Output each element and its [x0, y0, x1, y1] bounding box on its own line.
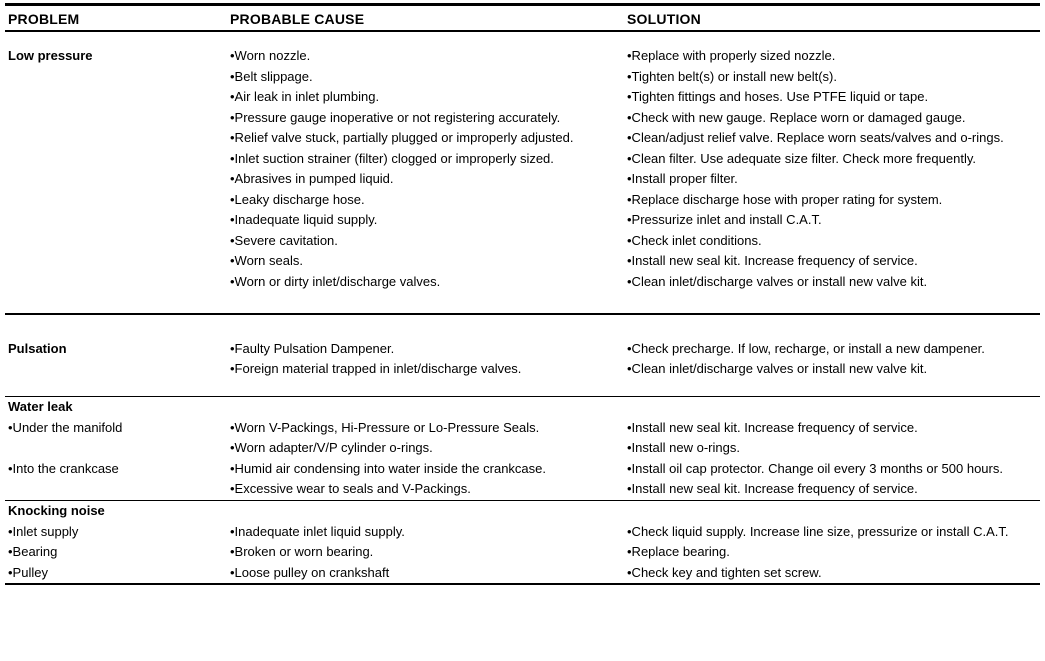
cause-cell: •Pressure gauge inoperative or not registering accurately. [230, 109, 561, 125]
cause-cell [230, 501, 627, 522]
cause-cell: •Worn nozzle. [230, 48, 311, 63]
table-body [0, 32, 1045, 585]
cause-cell: •Air leak in inlet plumbing. [230, 89, 380, 104]
table-row [0, 190, 1045, 211]
solution-cell: •Clean inlet/discharge valves or install new valve kit. [627, 273, 928, 289]
table-row [0, 108, 1045, 129]
problem-cell [8, 359, 230, 380]
cause-cell: •Worn V-Packings, Hi-Pressure or Lo-Pressure Seals. [230, 419, 540, 435]
problem-cell: Low pressure [8, 48, 93, 63]
column-header-probable-cause: PROBABLE CAUSE [230, 11, 365, 27]
cause-cell: •Inadequate inlet liquid supply. [230, 523, 405, 539]
solution-cell [627, 501, 1040, 522]
solution-cell: •Clean inlet/discharge valves or install new valve kit. [627, 361, 928, 376]
solution-cell: •Clean/adjust relief valve. Replace worn seats/valves and o-rings. [627, 130, 1004, 145]
problem-cell: •Into the crankcase [8, 460, 119, 476]
solution-cell: •Pressurize inlet and install C.A.T. [627, 212, 822, 227]
cause-cell: •Abrasives in pumped liquid. [230, 171, 394, 186]
cause-cell: •Worn or dirty inlet/discharge valves. [230, 273, 441, 289]
solution-cell: •Install new seal kit. Increase frequency of service. [627, 481, 918, 496]
solution-cell: •Check inlet conditions. [627, 232, 762, 248]
solution-cell: •Install new o-rings. [627, 440, 740, 455]
solution-cell: •Tighten belt(s) or install new belt(s). [627, 68, 837, 84]
bottom-rule [5, 583, 1040, 585]
problem-cell: •Pulley [8, 564, 48, 580]
problem-cell [8, 149, 230, 170]
solution-cell: •Replace discharge hose with proper rating for system. [627, 191, 943, 207]
table-row [0, 339, 1045, 360]
solution-cell: •Install new seal kit. Increase frequency of service. [627, 253, 918, 268]
problem-cell [8, 128, 230, 149]
solution-cell: •Install proper filter. [627, 171, 738, 186]
table-row [0, 231, 1045, 252]
problem-cell [8, 251, 230, 272]
table-row [0, 87, 1045, 108]
solution-cell: •Replace bearing. [627, 544, 730, 559]
solution-cell: •Replace with properly sized nozzle. [627, 48, 836, 63]
cause-cell: •Broken or worn bearing. [230, 544, 374, 559]
cause-cell: •Loose pulley on crankshaft [230, 564, 390, 580]
cause-cell: •Worn adapter/V/P cylinder o-rings. [230, 440, 433, 455]
problem-cell: Pulsation [8, 340, 67, 356]
cause-cell: •Humid air condensing into water inside the crankcase. [230, 460, 546, 476]
table-row [0, 459, 1045, 480]
solution-cell: •Check with new gauge. Replace worn or damaged gauge. [627, 109, 966, 125]
column-header-solution: SOLUTION [627, 11, 701, 27]
table-row [0, 501, 1045, 522]
problem-cell [8, 190, 230, 211]
problem-cell [8, 231, 230, 252]
solution-cell: •Tighten fittings and hoses. Use PTFE liquid or tape. [627, 89, 929, 104]
table-row [0, 522, 1045, 543]
solution-cell [627, 397, 1040, 418]
problem-cell: •Bearing [8, 544, 58, 559]
problem-cell [8, 87, 230, 108]
problem-cell [8, 210, 230, 231]
solution-cell: •Install new seal kit. Increase frequency of service. [627, 419, 918, 435]
table-row [0, 359, 1045, 380]
table-section-pulsation [0, 315, 1045, 396]
table-section-low-pressure [0, 32, 1045, 313]
cause-cell: •Belt slippage. [230, 68, 313, 84]
table-row [0, 251, 1045, 272]
problem-cell: Knocking noise [8, 503, 105, 518]
problem-cell: •Under the manifold [8, 419, 123, 435]
table-section-water-leak [0, 397, 1045, 500]
problem-cell [8, 479, 230, 500]
cause-cell: •Inadequate liquid supply. [230, 212, 378, 227]
cause-cell: •Excessive wear to seals and V-Packings. [230, 481, 471, 496]
table-row [0, 397, 1045, 418]
table-header-row [0, 6, 1045, 30]
table-section-knocking-noise [0, 501, 1045, 583]
problem-cell [8, 67, 230, 88]
table-row [0, 67, 1045, 88]
problem-cell [8, 272, 230, 293]
table-row [0, 46, 1045, 67]
table-row [0, 149, 1045, 170]
table-row [0, 542, 1045, 563]
problem-cell: •Inlet supply [8, 523, 79, 539]
table-row [0, 169, 1045, 190]
solution-cell: •Check precharge. If low, recharge, or install a new dampener. [627, 340, 985, 356]
cause-cell: •Leaky discharge hose. [230, 191, 365, 207]
problem-cell [8, 438, 230, 459]
solution-cell: •Check liquid supply. Increase line size, pressurize or install C.A.T. [627, 523, 1009, 539]
table-row [0, 479, 1045, 500]
solution-cell: •Install oil cap protector. Change oil every 3 months or 500 hours. [627, 460, 1003, 476]
cause-cell: •Worn seals. [230, 253, 303, 268]
problem-cell: Water leak [8, 399, 73, 414]
cause-cell: •Relief valve stuck, partially plugged or improperly adjusted. [230, 130, 574, 145]
problem-cell [8, 108, 230, 129]
cause-cell [230, 397, 627, 418]
solution-cell: •Check key and tighten set screw. [627, 564, 822, 580]
table-row [0, 438, 1045, 459]
table-row [0, 128, 1045, 149]
problem-cell [8, 169, 230, 190]
cause-cell: •Foreign material trapped in inlet/discharge valves. [230, 361, 522, 376]
cause-cell: •Faulty Pulsation Dampener. [230, 340, 395, 356]
table-row [0, 418, 1045, 439]
solution-cell: •Clean filter. Use adequate size filter. Check more frequently. [627, 150, 976, 166]
table-row [0, 210, 1045, 231]
column-header-problem: PROBLEM [8, 11, 80, 27]
table-row [0, 563, 1045, 584]
table-row [0, 272, 1045, 293]
cause-cell: •Inlet suction strainer (filter) clogged or improperly sized. [230, 150, 554, 166]
cause-cell: •Severe cavitation. [230, 232, 338, 248]
